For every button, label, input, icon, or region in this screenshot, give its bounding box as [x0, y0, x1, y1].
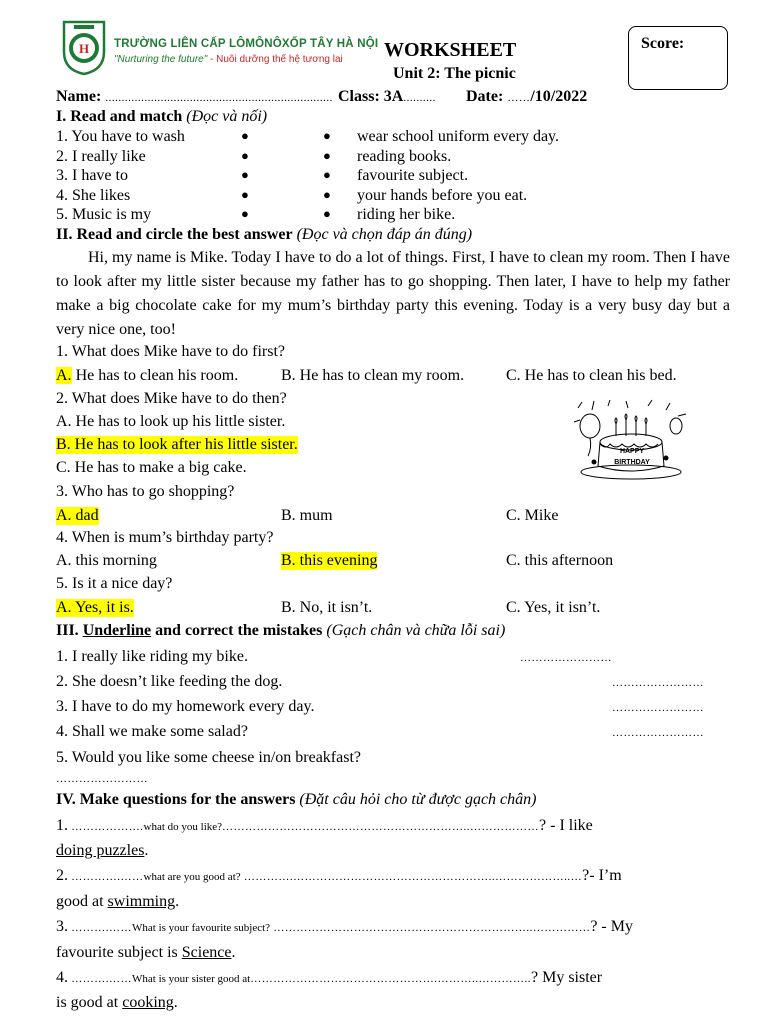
match-left-1: 1. You have to wash: [56, 128, 185, 145]
q1-option-b[interactable]: B. He has to clean my room.: [281, 367, 465, 384]
match-dot-right-3[interactable]: ●: [323, 167, 331, 182]
answer-make-1: doing puzzles.: [56, 842, 149, 859]
mistake-item-4[interactable]: 4. Shall we make some salad?: [56, 723, 248, 740]
birthday-cake-image: [570, 398, 690, 487]
q4-option-b[interactable]: B. this evening: [281, 552, 378, 569]
school-name: TRƯỜNG LIÊN CẤP LÔMÔNÔXỐP TÂY HÀ NỘI: [114, 38, 379, 50]
match-dot-left-3[interactable]: ●: [241, 167, 249, 182]
mistake-item-3[interactable]: 3. I have to do my homework every day.: [56, 698, 315, 715]
question-make-3[interactable]: 3. ……….……What is your favourite subject? …………………………………………………………..……………? - My: [56, 918, 633, 935]
section-1-title: I. Read and match (Đọc và nối): [56, 108, 268, 125]
q2-option-b[interactable]: B. He has to look after his little sister.: [56, 436, 298, 453]
q4-option-c[interactable]: C. this afternoon: [506, 552, 614, 569]
mistake-item-5[interactable]: 5. Would you like some cheese in/on breakfast?: [56, 749, 361, 766]
q1-option-a[interactable]: A. He has to clean his room.: [56, 367, 239, 384]
match-dot-left-5[interactable]: ●: [241, 206, 249, 221]
question-2: 2. What does Mike have to do then?: [56, 390, 287, 407]
match-dot-left-4[interactable]: ●: [241, 187, 249, 202]
match-right-2: reading books.: [357, 148, 452, 165]
q5-option-c[interactable]: C. Yes, it isn’t.: [506, 599, 601, 616]
class-label: Class: 3A: [338, 88, 404, 105]
cake-text-happy: HAPPY: [619, 448, 645, 455]
section-3-title: III. Underline and correct the mistakes (Gạch chân và chữa lỗi sai): [56, 622, 506, 639]
match-dot-left-2[interactable]: ●: [241, 148, 249, 163]
score-box: [628, 26, 728, 90]
answer-blank-4[interactable]: ……………………: [612, 727, 704, 739]
match-right-5: riding her bike.: [357, 206, 456, 223]
score-label: Score:: [641, 35, 685, 52]
reading-passage: Hi, my name is Mike. Today I have to do a lot of things. First, I have to clean my room. Then I have to look after my little sister because my father has to go shopping. Then later, I have to help my father make a big chocolate cake for my mum’s birthday party this evening. Today is a very busy day but a very nice one, too!: [56, 249, 730, 338]
worksheet-title: WORKSHEET: [384, 39, 517, 61]
question-1: 1. What does Mike have to do first?: [56, 343, 285, 360]
school-motto: "Nurturing the future" - Nuôi dưỡng thế hệ tương lai: [114, 54, 343, 65]
match-dot-right-2[interactable]: ●: [323, 148, 331, 163]
svg-text:H: H: [78, 41, 90, 56]
match-right-1: wear school uniform every day.: [357, 128, 559, 145]
q4-option-a[interactable]: A. this morning: [56, 552, 157, 569]
match-dot-left-1[interactable]: ●: [241, 128, 249, 143]
name-label: Name:: [56, 88, 102, 105]
date-label: Date:: [466, 88, 504, 105]
name-line: [56, 88, 333, 106]
q5-option-b[interactable]: B. No, it isn’t.: [281, 599, 373, 616]
question-5: 5. Is it a nice day?: [56, 575, 173, 592]
section-4-title: IV. Make questions for the answers (Đặt câu hỏi cho từ được gạch chân): [56, 791, 537, 808]
match-right-3: favourite subject.: [357, 167, 469, 184]
match-left-3: 3. I have to: [56, 167, 128, 184]
question-make-1[interactable]: 1. ……………….what do you like?………………………………………………………..………………? - I like: [56, 817, 593, 834]
q1-option-c[interactable]: C. He has to clean his bed.: [506, 367, 677, 384]
match-left-2: 2. I really like: [56, 148, 146, 165]
question-make-4[interactable]: 4. ……….……What is your sister good at………………………………………….………..…………..? My sister: [56, 969, 603, 986]
match-left-5: 5. Music is my: [56, 206, 152, 223]
match-left-4: 4. She likes: [56, 187, 131, 204]
worksheet-subtitle: Unit 2: The picnic: [393, 65, 516, 82]
section-2-title: II. Read and circle the best answer (Đọc và chọn đáp án đúng): [56, 226, 473, 243]
q5-option-a[interactable]: A. Yes, it is.: [56, 599, 134, 616]
answer-make-4: is good at cooking.: [56, 994, 178, 1011]
q2-option-a[interactable]: A. He has to look up his little sister.: [56, 413, 286, 430]
mistake-item-2[interactable]: 2. She doesn’t like feeding the dog.: [56, 673, 283, 690]
match-right-4: your hands before you eat.: [357, 187, 528, 204]
answer-blank-1[interactable]: ……………………: [520, 652, 612, 664]
answer-blank-5[interactable]: ……………………: [56, 773, 148, 785]
school-crest-icon: [60, 18, 108, 76]
q3-option-b[interactable]: B. mum: [281, 507, 333, 524]
name-blank[interactable]: ......................................................................: [105, 92, 333, 104]
q3-option-a[interactable]: A. dad: [56, 507, 99, 524]
match-dot-right-5[interactable]: ●: [323, 206, 331, 221]
match-dot-right-1[interactable]: ●: [323, 128, 331, 143]
q3-option-c[interactable]: C. Mike: [506, 507, 559, 524]
class-line: Class: 3A..........: [338, 88, 436, 105]
mistake-item-1[interactable]: 1. I really like riding my bike.: [56, 648, 248, 665]
q2-option-c[interactable]: C. He has to make a big cake.: [56, 459, 247, 476]
answer-make-3: favourite subject is Science.: [56, 944, 236, 961]
question-3: 3. Who has to go shopping?: [56, 483, 235, 500]
answer-make-2: good at swimming.: [56, 893, 180, 910]
cake-text-birthday: BIRTHDAY: [614, 459, 650, 466]
date-value: /10/2022: [530, 88, 588, 105]
answer-blank-3[interactable]: ……………………: [612, 702, 704, 714]
question-make-2[interactable]: 2. ………….……what are you good at? ………….……………………………………………..………………..…?- I’m: [56, 867, 622, 884]
date-line: Date: ……/10/2022: [466, 88, 588, 105]
birthday-cake-icon: [570, 398, 690, 482]
answer-blank-2[interactable]: ……………………: [612, 677, 704, 689]
match-dot-right-4[interactable]: ●: [323, 187, 331, 202]
question-4: 4. When is mum’s birthday party?: [56, 529, 274, 546]
